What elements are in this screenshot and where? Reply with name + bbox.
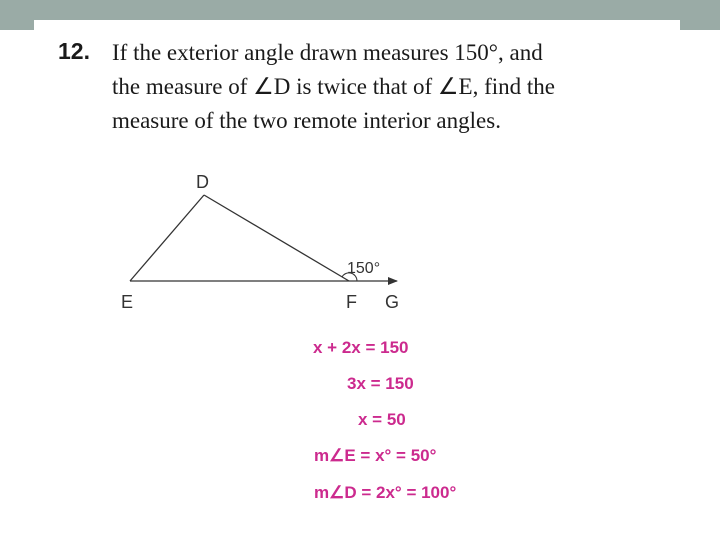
problem-line-1: If the exterior angle drawn measures 150°, and [112, 40, 543, 65]
solution-line-4: m∠E = x° = 50° [314, 446, 437, 465]
problem-line-3: measure of the two remote interior angles. [112, 108, 501, 133]
problem-line-2: the measure of ∠D is twice that of ∠E, find the [112, 74, 555, 99]
side-DF [204, 195, 349, 281]
solution-line-1: x + 2x = 150 [313, 338, 409, 357]
label-F: F [346, 292, 357, 312]
solution-line-5: m∠D = 2x° = 100° [314, 483, 457, 502]
label-exterior-angle: 150° [347, 260, 381, 277]
solution-line-3: x = 50 [358, 410, 406, 429]
label-D: D [196, 172, 209, 192]
problem-number: 12. [58, 38, 90, 64]
solution-line-2: 3x = 150 [347, 374, 414, 393]
label-E: E [121, 292, 134, 312]
label-G: G [385, 292, 400, 312]
side-ED [130, 195, 204, 281]
